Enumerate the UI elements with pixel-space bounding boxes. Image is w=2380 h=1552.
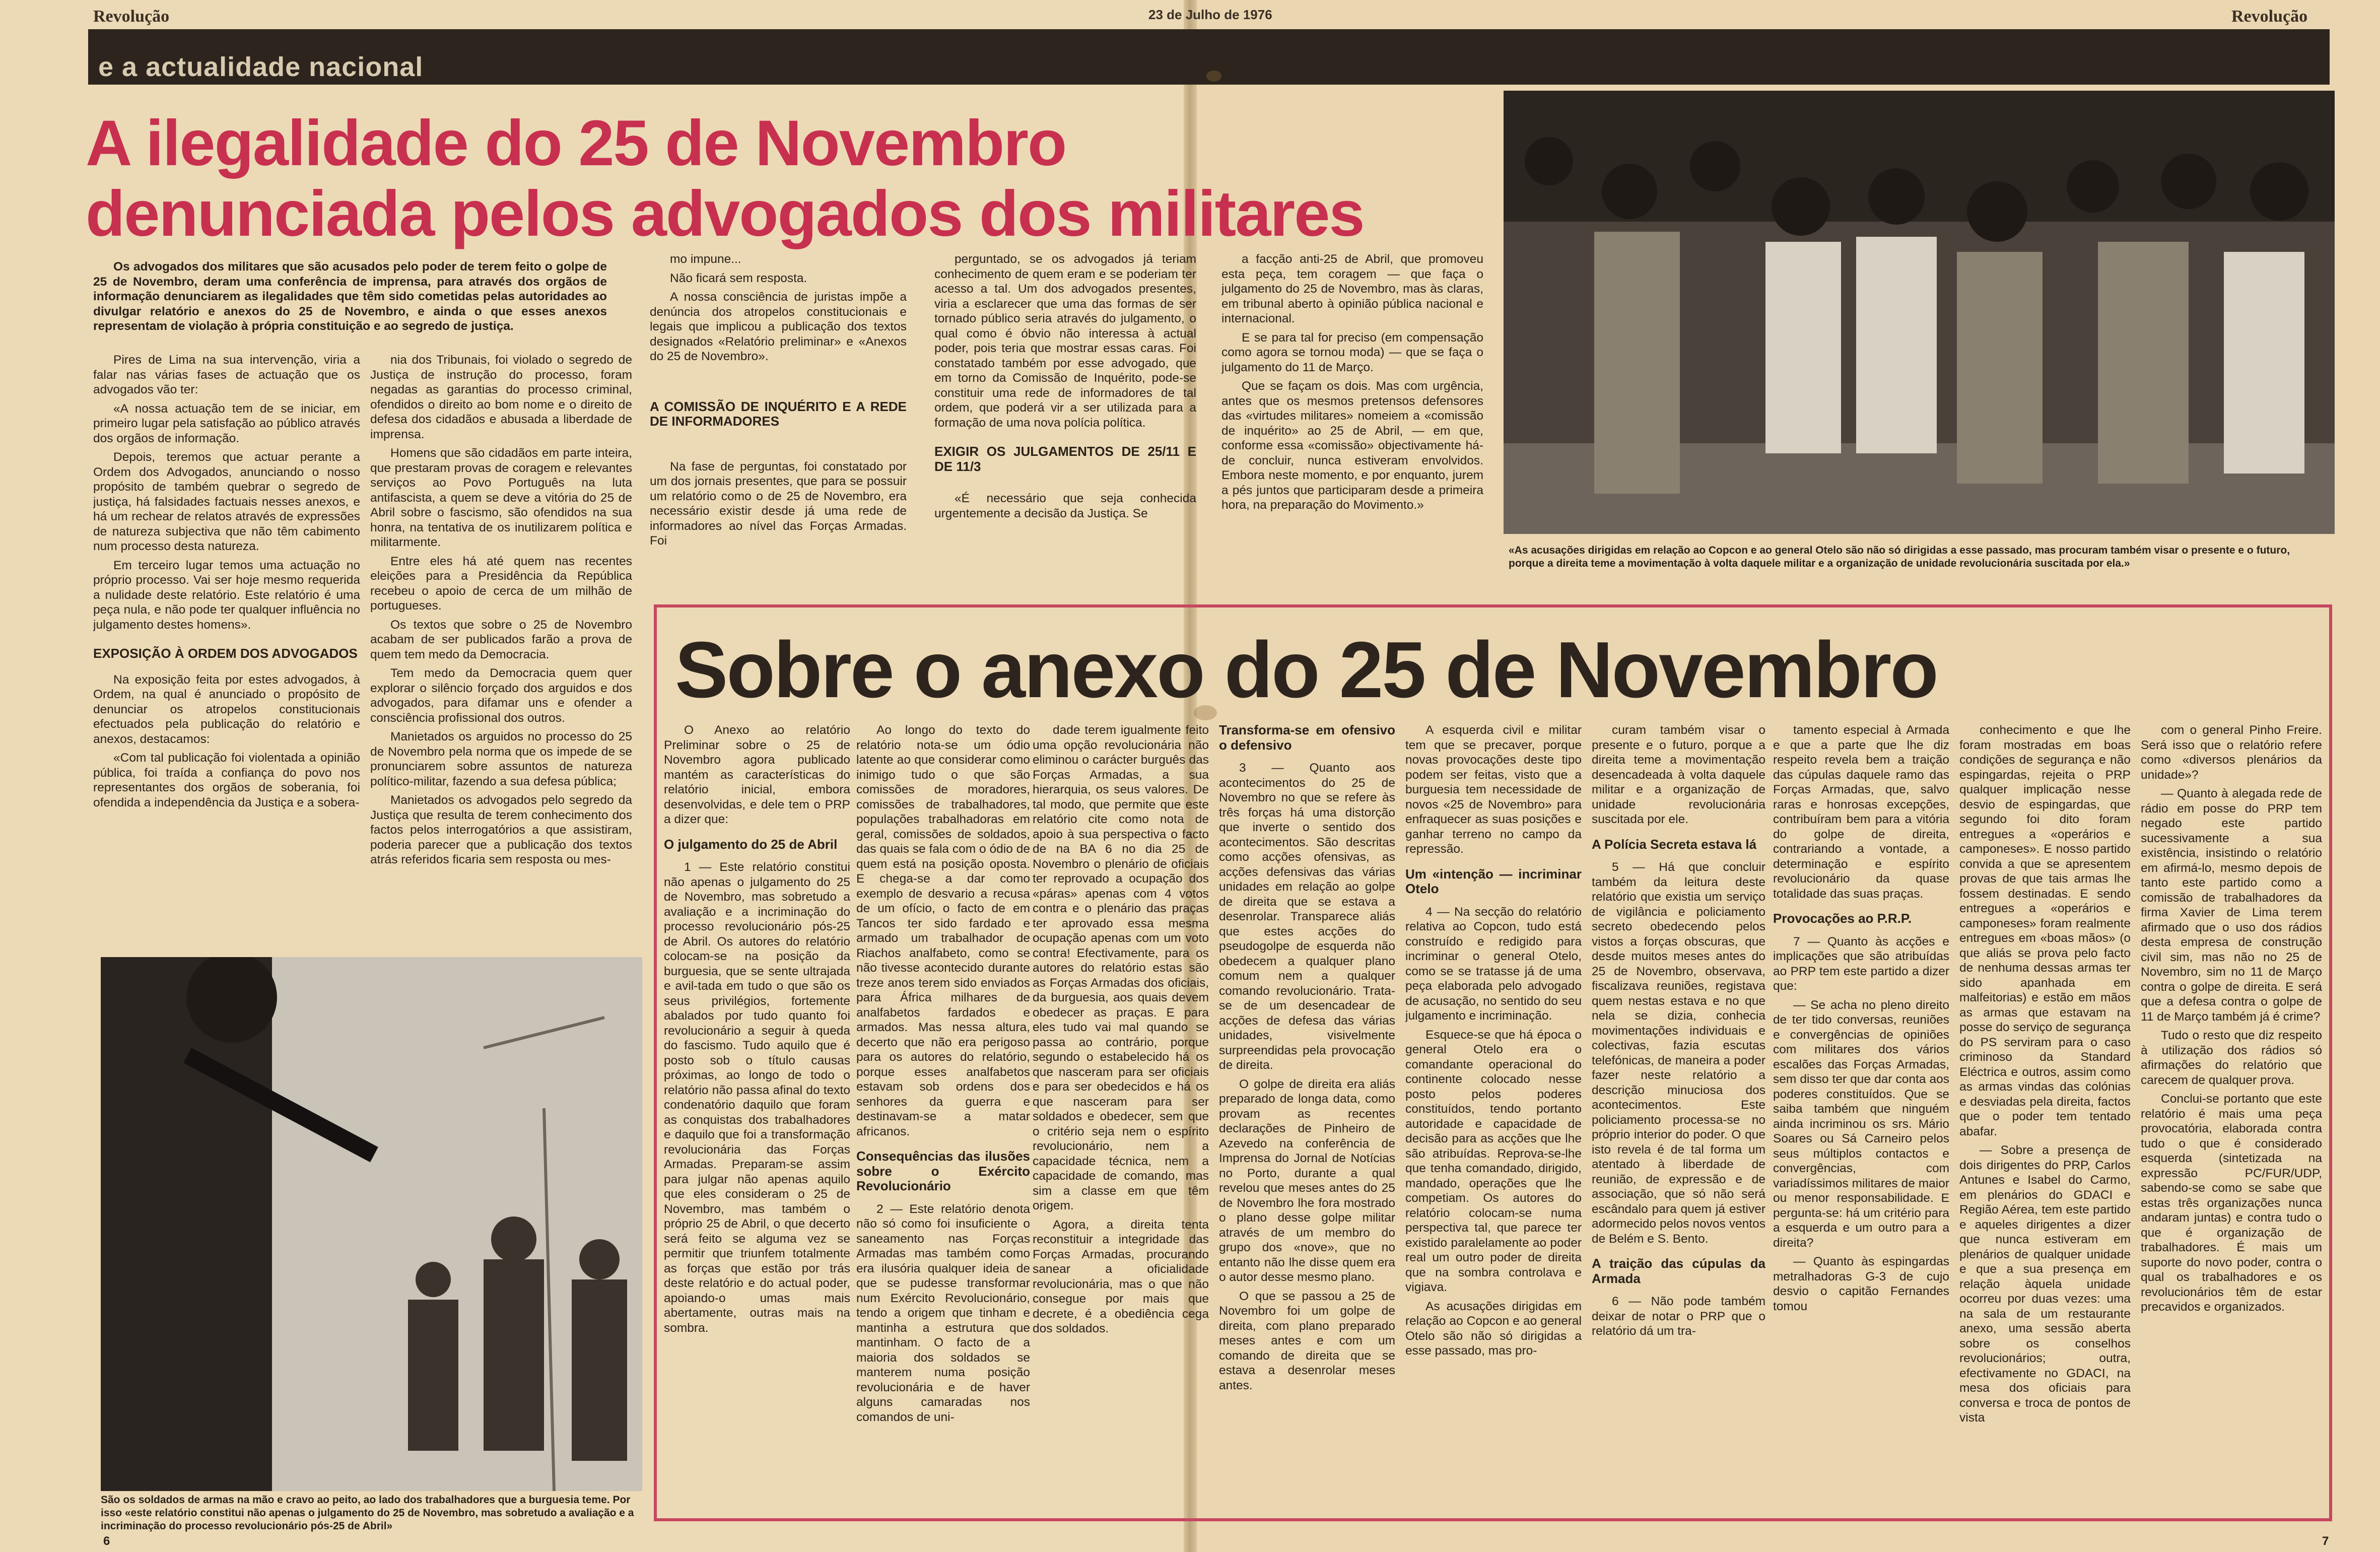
paragraph: Entre eles há até quem nas recentes eleições para a Presidência da República recebeu o apoio de cerca de um milhão de portugueses. — [370, 554, 632, 613]
article2-subhead-transforma: Transforma-se em ofensivo o defensivo — [1219, 723, 1395, 753]
article2-c1-body — [664, 860, 850, 1335]
article2-subhead-otelo: Um «intenção — incriminar Otelo — [1405, 866, 1582, 896]
photo-otelo-crowd — [1504, 91, 2335, 534]
paragraph: Manietados os arguidos no processo do 25 de Novembro pela norma que os impede de se pronunciarem sobre assuntos de natureza político-militar, fazendo a sua defesa pública; — [370, 730, 632, 788]
paper-stain — [1206, 71, 1221, 82]
article1-headline — [86, 108, 1395, 249]
article2-subhead-consequencias: Consequências das ilusões sobre o Exército Revolucionário — [856, 1149, 1030, 1193]
article1-lead: Os advogados dos militares que são acusados pelo poder de terem feito o golpe de 25 de Novembro, deram uma conferência de imprensa, para através dos orgãos de informação denunciarem as ilegalidades que têm sido cometidas pelas autoridades ao divulgar relatório e anexos do 25 de Novembro, e ainda o que esses anexos representam de violação à própria constituição e ao segredo de justiça. — [93, 260, 607, 333]
photo-bottom-caption: São os soldados de armas na mão e cravo ao peito, ao lado dos trabalhadores que a burguesia teme. Por isso «este relatório constitui não apenas o julgamento do 25 de Novembro, mas sobretudo a avaliação e a incriminação do processo revolucionário pós-25 de Abril» — [101, 1494, 634, 1532]
article2-column-6 — [1592, 723, 1765, 1514]
article1-col1-body — [93, 353, 360, 632]
issue-date: 23 de Julho de 1976 — [1148, 7, 1272, 22]
paragraph: A nossa consciência de juristas impõe a denúncia dos atropelos constitucionais e legais que implicou a publicação dos textos designados «Relatório preliminar» e «Anexos do 25 de Novembro». — [650, 290, 907, 363]
soldiers-photo-graphic — [101, 957, 642, 1491]
paragraph: Na exposição feita por estes advogados, à Ordem, na qual é anunciado o propósito de denunciar os atropelos constitucionais efectuados pela publicação do relatório e anexos, destacamos: — [93, 672, 360, 746]
paragraph: a facção anti-25 de Abril, que promoveu esta peça, tem coragem — que faça o julgamento do 25 de Novembro, mas às claras, em tribunal aberto à opinião pública nacional e internacional. — [1221, 252, 1483, 325]
paragraph: Que se façam os dois. Mas com urgência, antes que os mesmos pretensos defensores das «virtudes militares» nomeiem a «comissão de inquérito» ao 25 de Abril, — em que, conforme essa «comissão» objectivamente há-de concluir, nunca estiveram envolvidos. Embora neste momento, e por enquanto, jurem a pés juntos que participaram desde a primeira hora, na preparação do Movimento.» — [1221, 379, 1483, 512]
article2-column-8 — [1959, 723, 2131, 1514]
headline-line-2: denunciada pelos advogados dos militares — [86, 178, 1364, 250]
paragraph: O Anexo ao relatório Preliminar sobre o 25 de Novembro agora publicado mantém as características do relatório inicial, embora desenvolvidas, e dele tem o PRP a dizer que: — [664, 723, 850, 826]
article2-c5-body-b — [1405, 905, 1582, 1359]
paragraph: O que se passou a 25 de Novembro foi um golpe de direita, com plano preparado meses antes e com um comando de direita que se estava a desenrolar meses antes. — [1219, 1289, 1395, 1392]
paragraph: A esquerda civil e militar tem que se precaver, porque novas provocações deste tipo podem ser feitas, visto que a burguesia tem necessidade de novos «25 de Novembro» para enfraquecer as suas posições e ganhar terreno no campo da repressão. — [1405, 723, 1582, 856]
paragraph: Ao longo do texto do relatório nota-se um ódio latente ao que considerar como inimigo tudo o que são comissões de moradores, comissões de trabalhadores, populações trabalhadoras em geral, comissões de soldados, das quais se fala com o ódio de quem está na posição oposta. E chega-se a dar como exemplo de desvario a recusa de um ofício, o facto de em Tancos ter sido fardado e armado um trabalhador de Riachos analfabeto, como se não tivesse acontecido durante treze anos terem sido enviados para África milhares de analfabetos fardados e armados. Mas nessa altura, decerto que não era perigoso para os autores do relatório, porque esses analfabetos estavam sob ordens dos senhores da guerra e destinavam-se a matar africanos. — [856, 723, 1030, 1138]
article2-column-1 — [664, 723, 850, 1514]
paragraph: nia dos Tribunais, foi violado o segredo de Justiça de instrução do processo, foram negadas as garantias do processo criminal, ofendidos o direito ao bom nome e o direito de defesa dos cidadãos e abusada a liberdade de imprensa. — [370, 353, 632, 441]
paragraph: Não ficará sem resposta. — [670, 271, 807, 285]
article1-col4-body-b — [934, 491, 1196, 521]
article2-column-7 — [1773, 723, 1949, 1514]
paragraph: Depois, teremos que actuar perante a Ordem dos Advogados, anunciando o nosso propósito de também quebrar o segredo de justiça, há falsidades factuais nesses anexos, e há um rechear de relatos através de expressões de natureza subjectiva que não têm cabimento num processo desta natureza. — [93, 450, 360, 553]
paragraph: 3 — Quanto aos acontecimentos do 25 de Novembro no que se refere às três forças há uma distorção que inverte o sentido dos acontecimentos. São descritas como acções ofensivas, as acções defensivas das várias unidades em relação ao golpe de direita que se estava a desenrolar. Transparece aliás que estes acções do pseudogolpe de esquerda não obedecem a qualquer plano comum nem a qualquer comando revolucionário. Trata-se de um desencadear de acções de defesa das várias unidades, visivelmente surpreendidas pela provocação de direita. — [1219, 761, 1395, 1072]
paragraph: Os textos que sobre o 25 de Novembro acabam de ser publicados farão a prova de quem tem medo da Democracia. — [370, 618, 632, 661]
article2-c5-body — [1405, 723, 1582, 857]
paragraph: conhecimento e que lhe foram mostradas em boas condições de segurança e não espingardas, rejeita o PRP qualquer implicação nesse desvio de espingardas, que segundo foi dito foram entregues a «operários e camponeses». E nosso partido convida a que se apresentem provas de que tais armas lhe fossem destinadas. E sendo entregues a «operários e camponeses» foram realmente entregues em «boas mãos» (o que aliás se prova pelo facto de nenhuma dessas armas ter sido apanhada em malfeitorias) e estão em mãos as armas que estavam na posse do serviço de segurança do PS serviram para o caso criminoso da Standard Eléctrica e outros, assim como as armas vindas das colónias e desviadas pela direita, factos que o poder tem tentado abafar. — [1959, 723, 2131, 1138]
paragraph: curam também visar o presente e o futuro, porque a direita teme a movimentação desencadeada à volta daquele militar e a organização de unidade revolucionária suscitada por ele. — [1592, 723, 1765, 826]
paragraph: 4 — Na secção do relatório relativa ao Copcon, tudo está construído e redigido para incriminar o general Otelo, como se se tratasse já de uma peça elaborada pelo advogado de acusação, no sentido do seu julgamento e incriminação. — [1405, 905, 1582, 1023]
paragraph: com o general Pinho Freire. Será isso que o relatório refere como «diversos plenários da unidade»? — [2141, 723, 2322, 782]
paragraph: Conclui-se portanto que este relatório é mais uma peça provocatória, elaborada contra tudo o que é considerado esquerda (sintetizada na expressão PC/FUR/UDP, sabendo-se como se sabe que estas três organizações nunca andaram juntas) e contra tudo o que é organização de trabalhadores. É mais um suporte do novo poder, contra o qual os trabalhadores e os revolucionários têm de estar precavidos e organizados. — [2141, 1092, 2322, 1314]
masthead-right: Revolução — [2231, 7, 2308, 26]
paragraph: 5 — Há que concluir também da leitura deste relatório que existia um serviço de vigilância e policiamento secreto obedecendo pelos vistos a forças obscuras, que desde muitos meses antes do 25 de Novembro, observava, fiscalizava reuniões, registava quem nestas estava e no que nela se dizia, conhecia movimentações individuais e colectivas, fazia escutas telefónicas, de maneira a poder fazer neste relatório a descrição minuciosa dos acontecimentos. Este policiamento processa-se no próprio interior do poder. O que isto revela é de tal forma um atentado à liberdade de reunião, de expressão e de associação, que só não será escândalo para quem já estiver adormecido pelos novos ventos de Belém e S. Bento. — [1592, 860, 1765, 1246]
paragraph: perguntado, se os advogados já teriam conhecimento de quem eram e se poderiam ter acesso a tal. Um dos advogados presentes, viria a esclarecer que uma das formas de ser tornado público seria através do julgamento, o qual como é óbvio não interessa à actual poder, pois teria que mostrar essas caras. Foi constatado também por esse advogado, que em torno da Comissão de Inquérito, pode-se constituir uma rede de informadores de tal ordem, que poderá vir a ser utilizada para a formação de uma nova polícia política. — [934, 252, 1196, 430]
paragraph: «É necessário que seja conhecida urgentemente a decisão da Justiça. Se — [934, 492, 1196, 520]
article2-c2-body — [856, 723, 1030, 1139]
article2-column-5 — [1405, 723, 1582, 1514]
masthead-left: Revolução — [93, 7, 170, 26]
article1-col3-body-b — [650, 459, 907, 549]
paragraph: mo impune... — [670, 252, 741, 266]
paragraph: «Com tal publicação foi violentada a opinião pública, foi traída a confiança do povo nos representantes dos orgãos de soberania, foi ofendida a independência da Justiça e a sobera- — [93, 751, 360, 809]
article1-col3-body — [650, 252, 907, 364]
paragraph: dade terem igualmente feito uma opção revolucionária não eliminou o carácter burguês das Forças Armadas, a sua hierarquia, os seus valores. De tal modo, que permite que este relatório cite como nota de apoio à sua perspectiva o facto de na BA 6 no dia 25 de Novembro o plenário de oficiais ter reprovado a ocupação dos «páras» apenas com 4 votos contra e o plenário das praças ter aprovado essa mesma ocupação apenas com um voto contra! Efectivamente, para os autores do relatório estas são as Forças Armadas dos oficiais, da burguesia, aos quais devem obedecer as praças. E para eles tudo vai mal quando se passa ao contrário, porque segundo o estabelecido há os que nasceram para ser oficiais e para ser obedecidos e há os que nasceram para ser soldados e obedecer, sem que o critério seja nem o espírito revolucionário, nem a capacidade técnica, nem a capacidade de comando, mas sim a classe em que têm origem. — [1033, 723, 1209, 1212]
article1-column-2 — [370, 353, 632, 957]
paragraph: — Quanto às espingardas metralhadoras G-3 de cujo desvio o capitão Fernandes tomou — [1773, 1255, 1949, 1313]
article2-c7-body — [1773, 723, 1949, 901]
article2-subhead-provocacoes: Provocações ao P.R.P. — [1773, 911, 1912, 926]
paragraph: Pires de Lima na sua intervenção, viria a falar nas várias fases de actuação que os advogados vão ter: — [93, 353, 360, 396]
paragraph: O golpe de direita era aliás preparado de longa data, como provam as recentes declarações de Pinheiro de Azevedo na conferência de Imprensa do Jornal de Notícias no Porto, durante a qual revelou que meses antes do 25 de Novembro lhe fora mostrado o plano desse golpe militar através de um membro do grupo dos «nove», que no entanto não lhe disse quem era o autor desse mesmo plano. — [1219, 1077, 1395, 1284]
paragraph: 1 — Este relatório constitui não apenas o julgamento do 25 de Novembro, mas sobretudo a avaliação e a incriminação do processo revolucionário pós-25 de Abril. Os autores do relatório colocam-se na posição da burguesia, que se sente ultrajada e avil-tada em tudo o que são os seus privilégios, fortemente abalados por tudo quanto foi revolucionário a seguir à queda do fascismo. Tudo aquilo que é posto sob o título causas próximas, ao longo de todo o relatório não passa afinal do texto condenatório daquilo que foram as conquistas dos trabalhadores e daquilo que foi a transformação revolucionária das Forças Armadas. Preparam-se assim para julgar não apenas aquilo que eles consideram o 25 de Novembro, mas também o próprio 25 de Abril, o que decerto será feito se alguma vez se permitir que triunfem totalmente as forças que estão por trás deste relatório e do actual poder, apoiando-o umas mais abertamente, outras mais na sombra. — [664, 860, 850, 1335]
paragraph: Tudo o resto que diz respeito à utilização dos rádios só afirmações do relatório que carecem de qualquer prova. — [2141, 1029, 2322, 1087]
page-number-left: 6 — [103, 1534, 110, 1548]
crowd-photo-graphic — [1504, 91, 2335, 534]
article2-c6-body-b — [1592, 860, 1765, 1246]
paragraph: E se para tal for preciso (em compensação como agora se tornou moda) — que se faça o julgamento do 11 de Março. — [1221, 330, 1483, 374]
paragraph: Na fase de perguntas, foi constatado por um dos jornais presentes, que para se possuir um relatório como o de 25 de Novembro, era necessário existir desde já uma rede de informadores ao nível das Forças Armadas. Foi — [650, 459, 907, 548]
headline-line-1: A ilegalidade do 25 de Novembro — [86, 107, 1066, 179]
article2-c6-body — [1592, 723, 1765, 827]
paragraph: «A nossa actuação tem de se iniciar, em primeiro lugar pela satisfação ao público através dos orgãos de informação. — [93, 401, 360, 445]
article2-subhead-policia: A Polícia Secreta estava lá — [1592, 836, 1757, 852]
article2-c7-body-b — [1773, 934, 1949, 1314]
paragraph: 2 — Este relatório denota não só como foi insuficiente o saneamento nas Forças Armadas mas também como era ilusória qualquer ideia de que se pudesse transformar num Exército Revolucionário, tendo a origem que tinham e mantinha a estrutura que mantinham. O facto de a maioria dos soldados se manterem numa posição revolucionária e de haver alguns camaradas nos comandos de uni- — [856, 1202, 1030, 1424]
section-label: e a actualidade nacional — [98, 52, 424, 82]
paper-stain — [1194, 705, 1217, 720]
paragraph: — Sobre a presença de dois dirigentes do PRP, Carlos Antunes e Isabel do Carmo, em plenários do GDACI e Região Aérea, tem este partido e aqueles dirigentes a dizer que nunca estiveram em plenários de qualquer unidade e que a sua presença em relação àquela unidade ocorreu por duas vezes: uma na sala de um restaurante anexo, uma sessão aberta sobre os conselhos revolucionários; outra, efectivamente no GDACI, na mesa dos oficiais para conversa e troca de pontos de vista — [1959, 1143, 2131, 1425]
photo-top-caption: «As acusações dirigidas em relação ao Copcon e ao general Otelo são não só dirigidas a esse passado, mas procuram também visar o presente e o futuro, porque a direita teme a movimentação à volta daquele militar e a organização de unidade revolucionária suscitada por ela.» — [1509, 545, 2290, 569]
article2-column-3 — [1033, 723, 1209, 1514]
article2-c1-intro — [664, 723, 850, 827]
paragraph: — Se acha no pleno direito de ter tido conversas, reuniões e convergências de opiniões com militares dos vários escalões das Forças Armadas, sem disso ter que dar conta aos poderes constituídos. Que se saiba também que ninguém ainda incriminou os srs. Mário Soares ou Sá Carneiro pelos seus múltiplos contactos e convergências, com variadíssimos militares de maior ou menor responsabilidade. E pergunta-se: há um critério para a esquerda e um outro para a direita? — [1773, 998, 1949, 1250]
article1-subhead-exposicao: EXPOSIÇÃO À ORDEM DOS ADVOGADOS — [93, 646, 358, 661]
paragraph: Esquece-se que há época o general Otelo era o comandante operacional do continente colocado nesse posto pelos poderes constituídos, tendo portanto autoridade e capacidade de decisão para as acções que lhe são atribuídas. Reprova-se-lhe que tenha comandado, dirigido, mandado, operações que lhe competiam. Os autores do relatório colocam-se numa perspectiva tal, que parece ter existido paralelamente ao poder real um outro poder de direita que na sombra controlava e vigiava. — [1405, 1028, 1582, 1294]
article2-title: Sobre o anexo do 25 de Novembro — [675, 626, 1937, 714]
article2-column-2 — [856, 723, 1030, 1514]
photo-soldiers — [101, 957, 642, 1491]
article2-c6-body-c — [1592, 1294, 1765, 1339]
paragraph: Em terceiro lugar temos uma actuação no próprio processo. Vai ser hoje mesmo requerida a nulidade deste relatório. Este relatório é uma peça nula, e não pode ter qualquer influência no julgamento destes homens». — [93, 558, 360, 632]
paragraph: 6 — Não pode também deixar de notar o PRP que o relatório dá um tra- — [1592, 1295, 1765, 1338]
article1-column-1 — [93, 353, 360, 947]
paragraph: — Quanto à alegada rede de rádio em posse do PRP tem negado este partido sucessivamente a sua existência, insistindo o relatório em afirmá-lo, mesmo depois de tanto este partido como a comissão de trabalhadores da firma Xavier de Lima terem afirmado que o uso dos rádios desta empresa de construção civil sim, mas não no 25 de Novembro, sim no 11 de Março contra o golpe de direita. E será que a defesa contra o golpe de 11 de Março também já é crime? — [2141, 787, 2322, 1024]
article1-subhead-comissao: A COMISSÃO DE INQUÉRITO E A REDE DE INFORMADORES — [650, 398, 907, 429]
paragraph: Manietados os advogados pelo segredo da Justiça que resulta de terem conhecimento dos factos pelos interrogatórios a que assistiram, poderia parecer que a publicação dos textos atrás referidos ficaria sem resposta ou mes- — [370, 793, 632, 866]
article1-col4-body — [934, 252, 1196, 430]
article2-column-9 — [2141, 723, 2322, 1514]
article1-subhead-julgamentos: EXIGIR OS JULGAMENTOS DE 25/11 E DE 11/3 — [934, 444, 1196, 474]
article2-c4-body — [1219, 761, 1395, 1393]
paragraph: 7 — Quanto às acções e implicações que são atribuídas ao PRP tem este partido a dizer que: — [1773, 934, 1949, 993]
paragraph: Tem medo da Democracia quem quer explorar o silêncio forçado dos arguidos e dos advogados, para difamar uns e ofender a consciência profissional dos outros. — [370, 666, 632, 725]
paragraph: As acusações dirigidas em relação ao Copcon e ao general Otelo são não só dirigidas a esse passado, mas pro- — [1405, 1299, 1582, 1358]
paragraph: Homens que são cidadãos em parte inteira, que prestaram provas de coragem e relevantes serviços ao Povo Português na luta antifascista, a quem se deve a vitória do 25 de Abril sobre o fascismo, são ofendidos na sua honra, na tentativa de os inutilizarem política e militarmente. — [370, 446, 632, 549]
page-number-right: 7 — [2322, 1534, 2329, 1548]
paragraph: Agora, a direita tenta reconstituir a integridade das Forças Armadas, procurando sanear a oficialidade revolucionária, mas o que não consegue por mais que decrete, é a obediência cega dos soldados. — [1033, 1218, 1209, 1335]
article2-subhead-armada: A traição das cúpulas da Armada — [1592, 1256, 1765, 1286]
article2-subhead-julgamento: O julgamento do 25 de Abril — [664, 836, 838, 852]
article2-column-4 — [1219, 723, 1395, 1514]
article1-column-5 — [1221, 252, 1483, 594]
article1-col1-body-b — [93, 672, 360, 811]
paragraph: tamento especial à Armada e que a parte que lhe diz respeito revela bem a traição das cúpulas daquele ramo das Forças Armadas, que, salvo raras e honrosas excepções, contribuíram bem para a vitória do golpe de direita, contrariando a vontade, a determinação e espírito revolucionário da quase totalidade das suas praças. — [1773, 723, 1949, 901]
article2-c2-body-b — [856, 1202, 1030, 1425]
